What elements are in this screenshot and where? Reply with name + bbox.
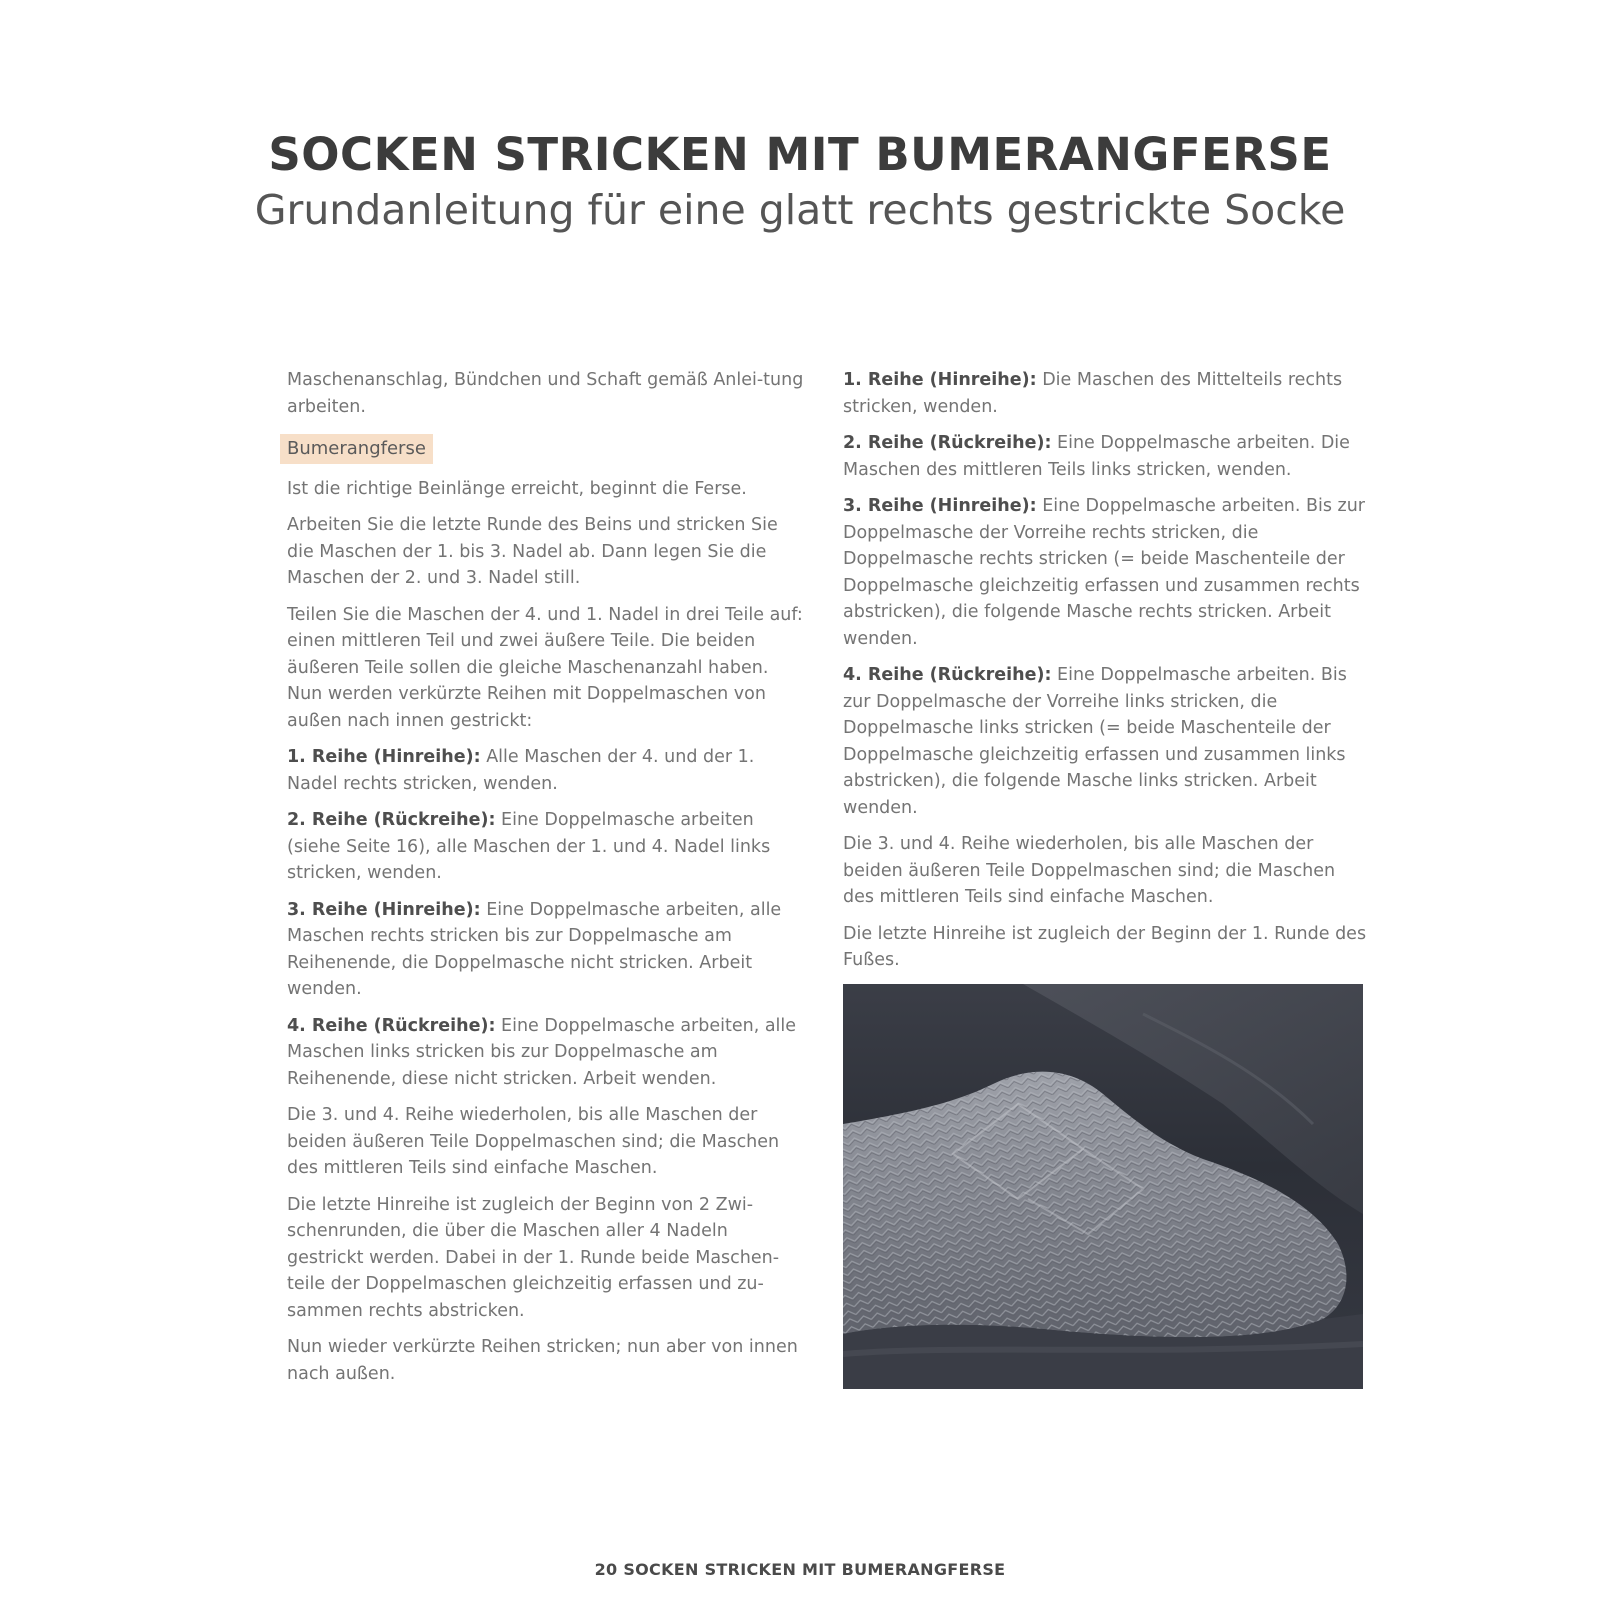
paragraph-teilen: Teilen Sie die Maschen der 4. und 1. Nadel in drei Teile auf: einen mittleren Teil und zwei äußere Teile. Die beiden äußeren Teile sollen die gleiche Maschenanzahl haben. Nun werden verkürzte Reihen mit Doppelmaschen von außen nach innen gestrickt: <box>287 604 803 731</box>
instruction-row-3 <box>843 493 1370 652</box>
paragraph-zwischenrunden: Die letzte Hinreihe ist zugleich der Beginn von 2 Zwi-schenrunden, die über die Maschen aller 4 Nadeln gestrickt werden. Dabei in der 1. Runde beide Maschen-teile der Doppelmaschen gleichzeitig erfassen und zu-sammen rechts abstricken. <box>287 1194 780 1321</box>
instruction-row-2 <box>287 807 809 887</box>
row-text: Eine Doppelmasche arbeiten, alle Maschen links stricken bis zur Doppelmasche am Reihenende, diese nicht stricken. Arbeit wenden. <box>287 1015 797 1089</box>
right-column <box>843 367 1370 1389</box>
row-text: Eine Doppelmasche arbeiten. Bis zur Doppelmasche der Vorreihe rechts stricken, die Doppelmasche rechts stricken (= beide Maschenteile der Doppelmasche gleichzeitig erfassen und zusammen rechts abstricken), die folgende Masche rechts stricken. Arbeit wenden. <box>843 496 1366 649</box>
section-heading-bumerangferse: Bumerangferse <box>280 434 433 464</box>
instruction-row-2 <box>843 430 1370 483</box>
row-text: Alle Maschen der 4. und der 1. Nadel rechts stricken, wenden. <box>287 747 755 794</box>
row-text: Eine Doppelmasche arbeiten. Bis zur Doppelmasche der Vorreihe links stricken, die Doppelmasche links stricken (= beide Maschenteile der Doppelmasche gleichzeitig erfassen und zusammen links abstricken), die folgende Masche links stricken. Arbeit wenden. <box>843 665 1347 818</box>
instruction-row-4 <box>287 1013 809 1093</box>
sock-heel-photo <box>843 984 1363 1389</box>
row-text: Eine Doppelmasche arbeiten. Die Maschen des mittleren Teils links stricken, wenden. <box>843 433 1350 480</box>
row-label: 4. Reihe (Rückreihe): <box>287 1015 496 1036</box>
row-label: 2. Reihe (Rückreihe): <box>843 433 1052 453</box>
paragraph-beinlaenge: Ist die richtige Beinlänge erreicht, beginnt die Ferse. <box>287 478 747 499</box>
page-footer: 20 SOCKEN STRICKEN MIT BUMERANGFERSE <box>594 1560 1006 1579</box>
page-title: SOCKEN STRICKEN MIT BUMERANGFERSE <box>268 128 1332 181</box>
instruction-row-1 <box>843 367 1370 420</box>
paragraph-beginn-fuss: Die letzte Hinreihe ist zugleich der Beginn der 1. Runde des Fußes. <box>843 923 1367 970</box>
intro-paragraph: Maschenanschlag, Bündchen und Schaft gemäß Anlei-tung arbeiten. <box>287 370 804 417</box>
row-text: Eine Doppelmasche arbeiten (siehe Seite 16), alle Maschen der 1. und 4. Nadel links stricken, wenden. <box>287 810 771 883</box>
instruction-row-4 <box>843 662 1370 821</box>
instruction-row-1 <box>287 744 809 797</box>
paragraph-letzte-runde: Arbeiten Sie die letzte Runde des Beins und stricken Sie die Maschen der 1. bis 3. Nadel ab. Dann legen Sie die Maschen der 2. und 3. Nadel still. <box>287 515 778 588</box>
instruction-row-3 <box>287 897 809 1003</box>
row-label: 4. Reihe (Rückreihe): <box>843 665 1052 685</box>
row-label: 2. Reihe (Rückreihe): <box>287 810 496 830</box>
row-label: 1. Reihe (Hinreihe): <box>843 370 1037 390</box>
row-text: Die Maschen des Mittelteils rechts stricken, wenden. <box>843 370 1343 417</box>
row-text: Eine Doppelmasche arbeiten, alle Maschen rechts stricken bis zur Doppelmasche am Reihenende, die Doppelmasche nicht stricken. Arbeit wenden. <box>287 899 782 999</box>
page-subtitle: Grundanleitung für eine glatt rechts gestrickte Socke <box>254 186 1346 234</box>
paragraph-wiederholen: Die 3. und 4. Reihe wiederholen, bis alle Maschen der beiden äußeren Teile Doppelmaschen sind; die Maschen des mittleren Teils sind einfache Maschen. <box>843 834 1336 907</box>
row-label: 1. Reihe (Hinreihe): <box>287 747 481 767</box>
left-column <box>287 367 809 1397</box>
paragraph-wiederholen: Die 3. und 4. Reihe wiederholen, bis alle Maschen der beiden äußeren Teile Doppelmaschen sind; die Maschen des mittleren Teils sind einfache Maschen. <box>287 1105 780 1178</box>
row-label: 3. Reihe (Hinreihe): <box>843 496 1037 516</box>
paragraph-verkuerzte-reihen: Nun wieder verkürzte Reihen stricken; nun aber von innen nach außen. <box>287 1337 798 1384</box>
row-label: 3. Reihe (Hinreihe): <box>287 899 481 920</box>
